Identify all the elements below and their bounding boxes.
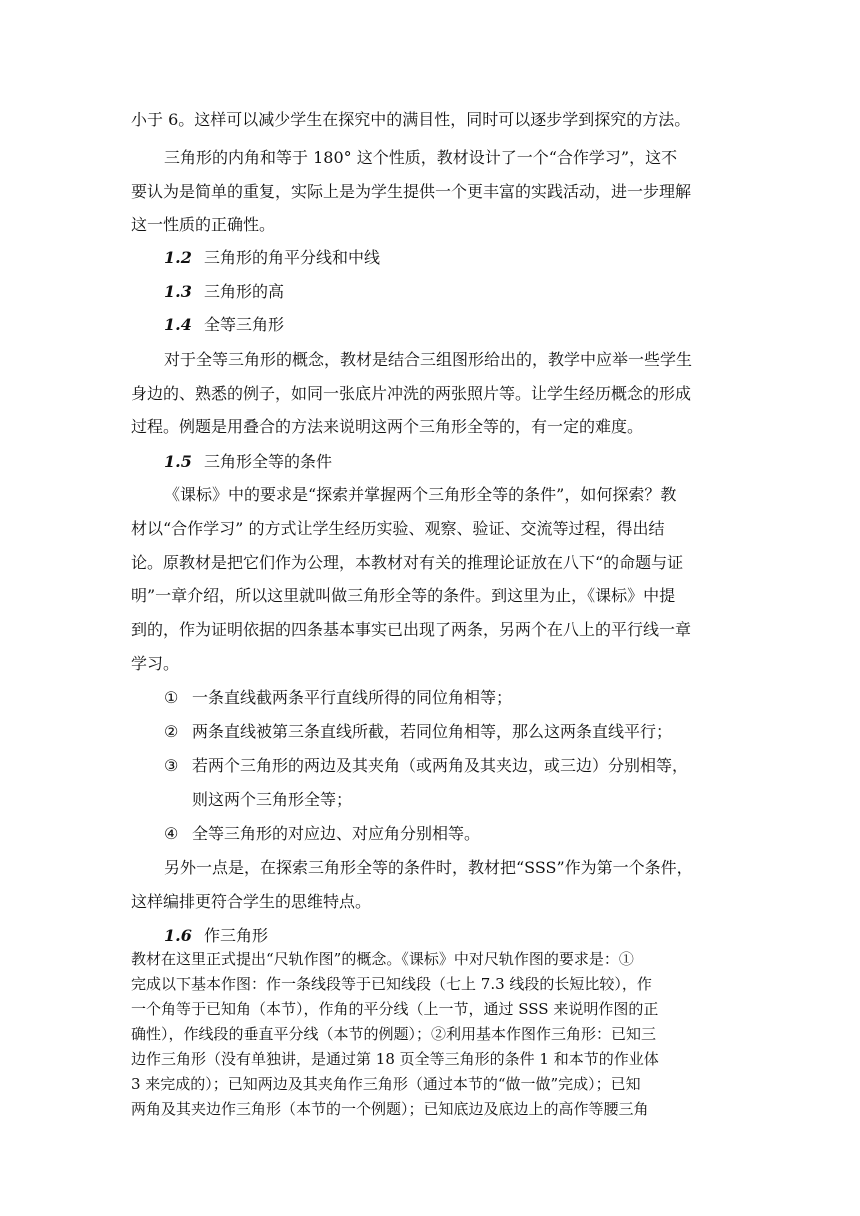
section-heading xyxy=(164,452,332,472)
paragraph-line: 完成以下基本作图：作一条线段等于已知线段（七上 7.3 线段的长短比较），作 xyxy=(131,975,652,993)
fact-text: 若两个三角形的两边及其夹角（或两角及其夹边，或三边）分别相等， xyxy=(192,756,689,775)
paragraph-line: 对于全等三角形的概念，教材是结合三组图形给出的，教学中应举一些学生 xyxy=(164,350,693,369)
paragraph-line: 这一性质的正确性。 xyxy=(131,215,276,234)
paragraph-line: 3 来完成的）；已知两边及其夹角作三角形（通过本节的“做一做”完成）；已知 xyxy=(131,1075,641,1093)
section-title: 三角形的角平分线和中线 xyxy=(204,248,381,267)
fact-item xyxy=(164,722,672,742)
section-heading xyxy=(164,315,284,335)
paragraph-line: 另外一点是，在探索三角形全等的条件时，教材把“SSS”作为第一个条件， xyxy=(164,858,693,877)
paragraph-line: 材以“合作学习” 的方式让学生经历实验、观察、验证、交流等过程，得出结 xyxy=(131,519,665,538)
section-title: 三角形的高 xyxy=(204,282,285,301)
fact-item xyxy=(164,824,480,844)
paragraph-line: 教材在这里正式提出“尺轨作图”的概念。《课标》中对尺轨作图的要求是：① xyxy=(131,950,634,968)
paragraph-line: 明”一章介绍，所以这里就叫做三角形全等的条件。到这里为止，《课标》中提 xyxy=(131,586,676,605)
fact-item xyxy=(164,756,688,776)
paragraph-line: 小于 6。这样可以减少学生在探究中的满目性，同时可以逐步学到探究的方法。 xyxy=(131,110,691,129)
paragraph-line: 学习。 xyxy=(131,654,180,673)
section-number: 1.4 xyxy=(164,315,192,334)
fact-text: 一条直线截两条平行直线所得的同位角相等； xyxy=(192,688,513,707)
section-number: 1.6 xyxy=(164,926,192,945)
section-heading xyxy=(164,248,380,268)
paragraph-line: 两角及其夹边作三角形（本节的一个例题）；已知底边及底边上的高作等腰三角 xyxy=(131,1100,649,1118)
paragraph-line: 这样编排更符合学生的思维特点。 xyxy=(131,892,372,911)
section-title: 三角形全等的条件 xyxy=(204,452,333,471)
paragraph-line: 过程。例题是用叠合的方法来说明这两个三角形全等的，有一定的难度。 xyxy=(131,417,644,436)
fact-text: 两条直线被第三条直线所截，若同位角相等，那么这两条直线平行； xyxy=(192,722,673,741)
fact-marker: ④ xyxy=(164,824,179,843)
paragraph-line: 到的，作为证明依据的四条基本事实已出现了两条，另两个在八上的平行线一章 xyxy=(131,620,692,639)
paragraph-line: 三角形的内角和等于 180° 这个性质，教材设计了一个“合作学习”，这不 xyxy=(164,148,678,167)
paragraph-line: 要认为是简单的重复，实际上是为学生提供一个更丰富的实践活动，进一步理解 xyxy=(131,182,692,201)
paragraph-line: 《课标》中的要求是“探索并掌握两个三角形全等的条件”，如何探索？教 xyxy=(164,485,677,504)
section-title: 作三角形 xyxy=(204,926,269,945)
section-heading xyxy=(164,926,268,946)
section-number: 1.3 xyxy=(164,282,192,301)
fact-text-continued: 则这两个三角形全等； xyxy=(192,790,353,809)
section-heading xyxy=(164,282,284,302)
section-title: 全等三角形 xyxy=(204,315,285,334)
fact-marker: ① xyxy=(164,688,179,707)
paragraph-line: 身边的、熟悉的例子，如同一张底片冲洗的两张照片等。让学生经历概念的形成 xyxy=(131,384,692,403)
fact-item xyxy=(164,688,512,708)
paragraph-line: 一个角等于已知角（本节），作角的平分线（上一节，通过 SSS 来说明作图的正 xyxy=(131,1000,659,1018)
fact-marker: ③ xyxy=(164,756,179,775)
section-number: 1.2 xyxy=(164,248,192,267)
paragraph-line: 确性），作线段的垂直平分线（本节的例题）；②利用基本作图作三角形：已知三 xyxy=(131,1025,657,1043)
fact-text: 全等三角形的对应边、对应角分别相等。 xyxy=(192,824,481,843)
section-number: 1.5 xyxy=(164,452,192,471)
paragraph-line: 边作三角形（没有单独讲，是通过第 18 页全等三角形的条件 1 和本节的作业体 xyxy=(131,1050,659,1068)
fact-marker: ② xyxy=(164,722,179,741)
paragraph-line: 论。原教材是把它们作为公理，本教材对有关的推理论证放在八下“的命题与证 xyxy=(131,553,684,572)
